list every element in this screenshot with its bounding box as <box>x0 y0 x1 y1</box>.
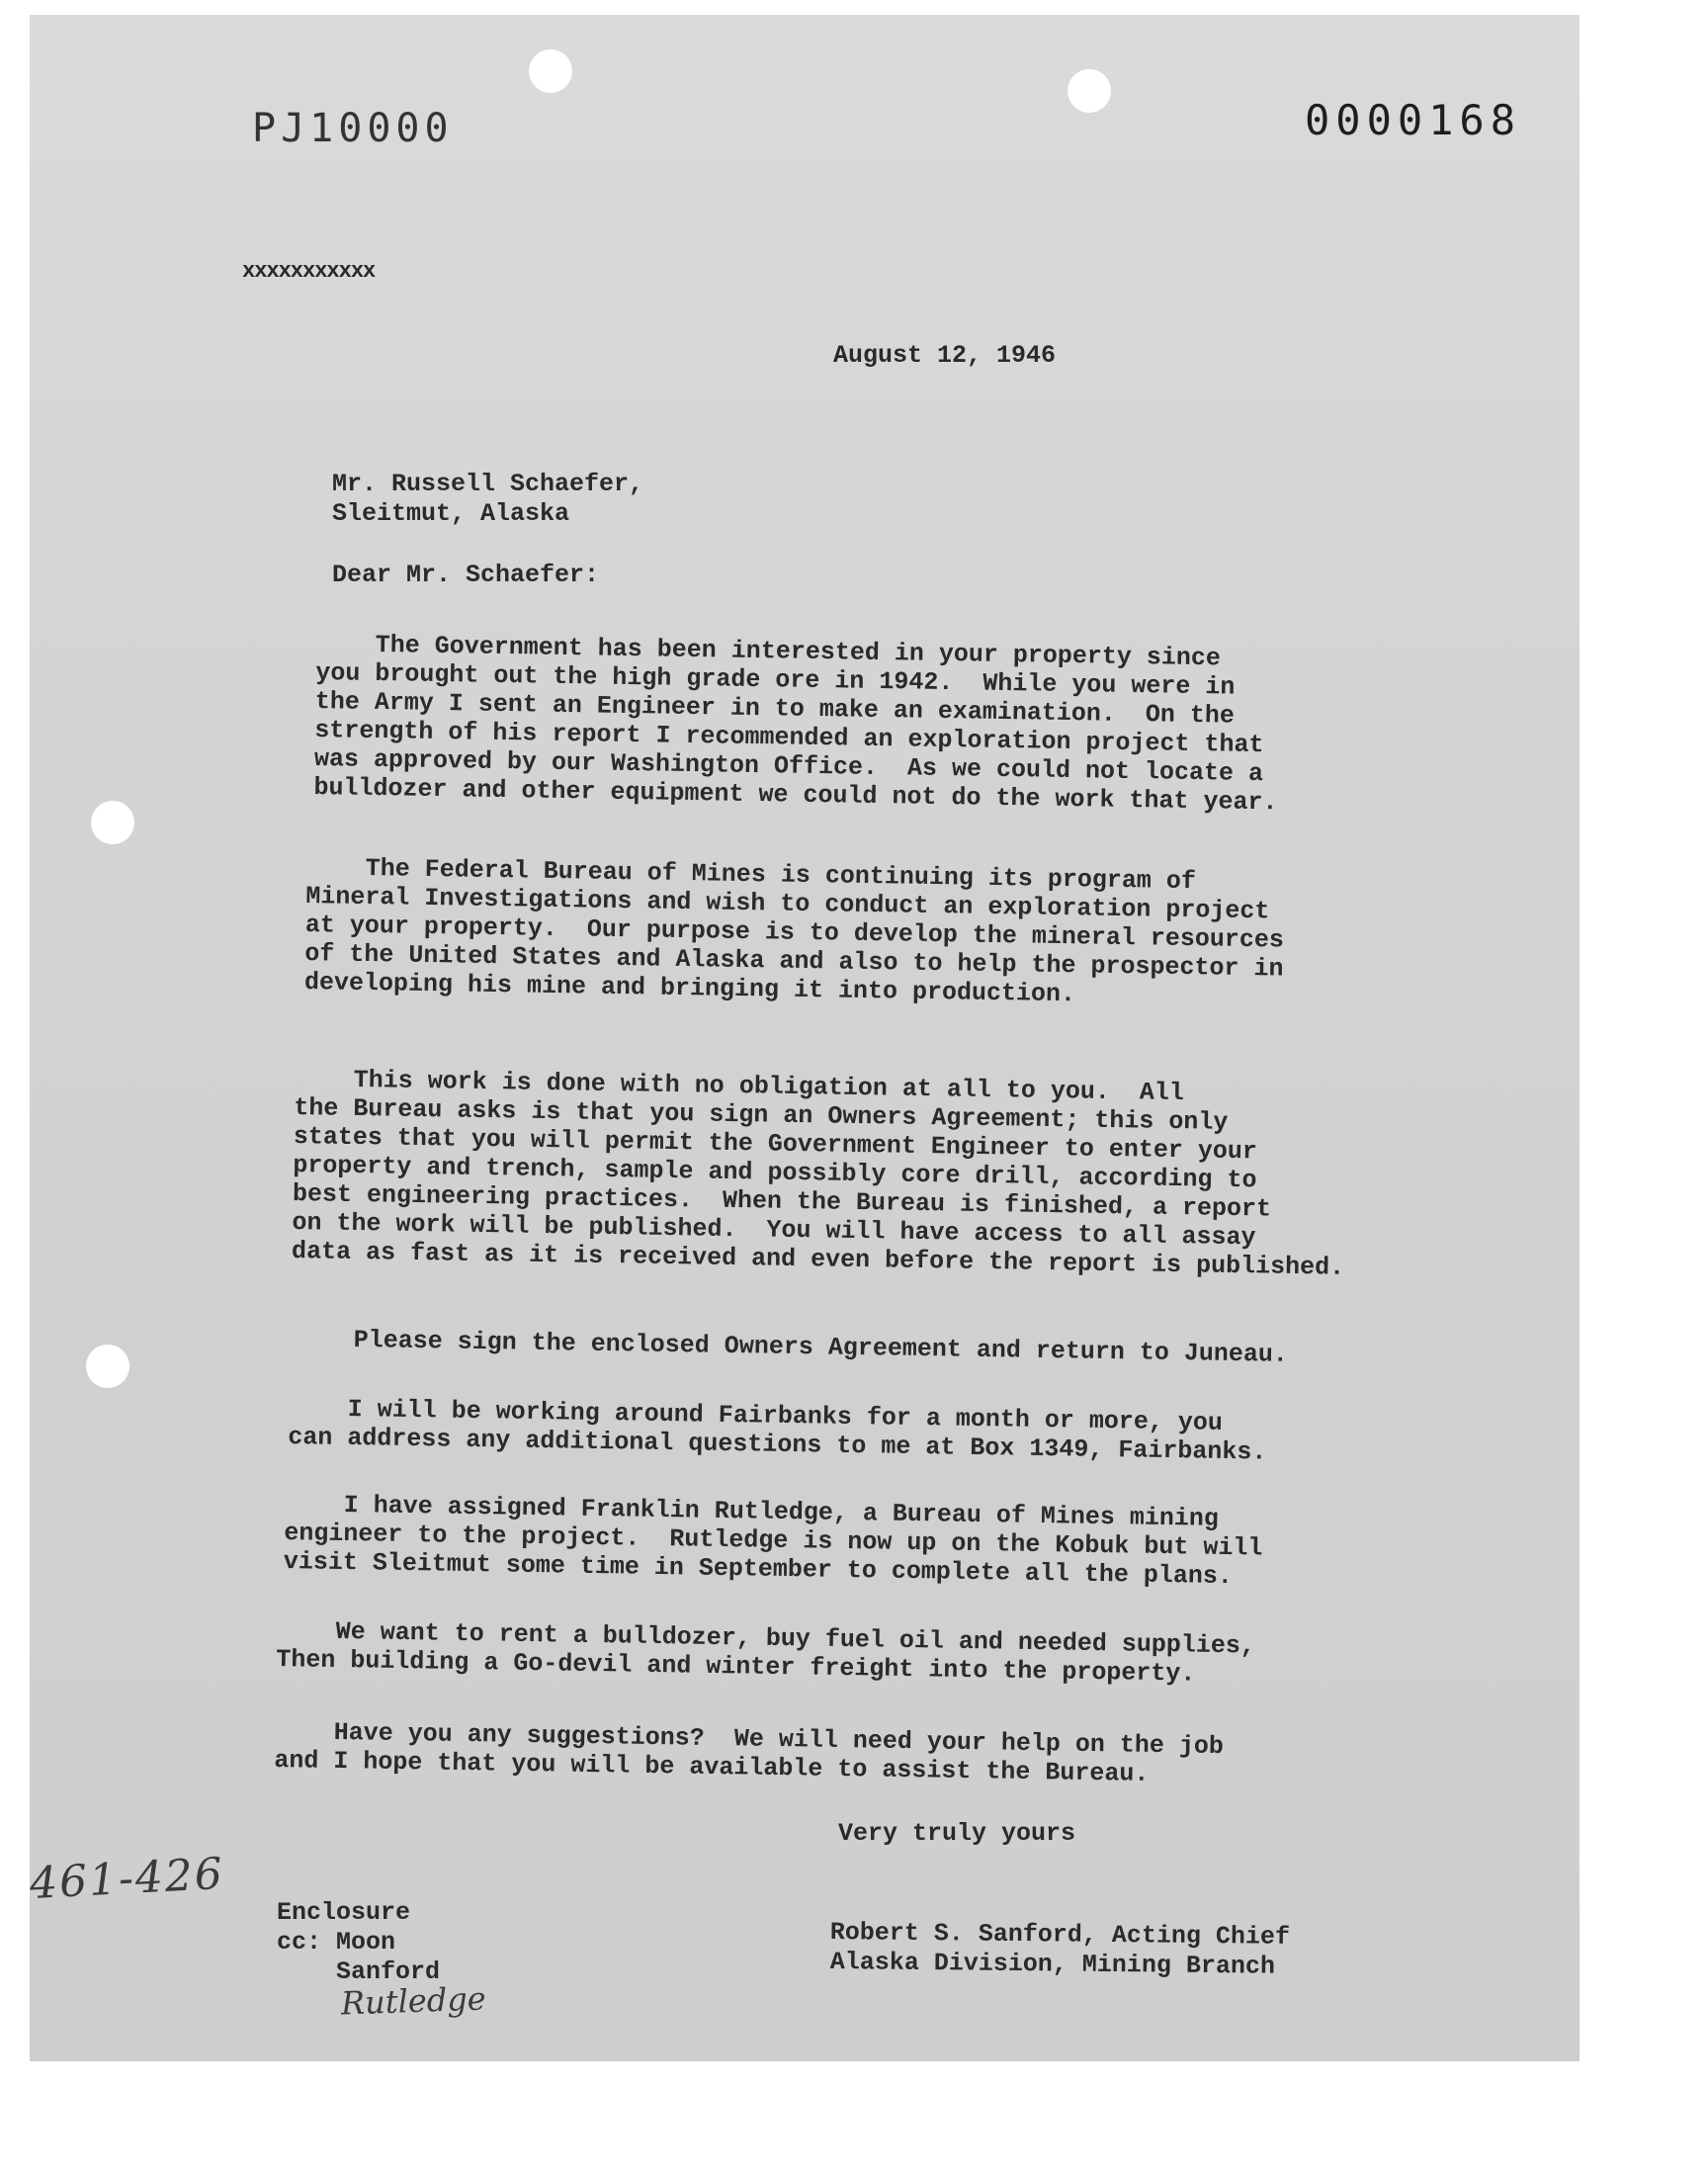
salutation: Dear Mr. Schaefer: <box>332 561 600 589</box>
paragraph: Have you any suggestions? We will need your help on the job and I hope that you will be available to assist the Bureau. <box>274 1717 1225 1788</box>
enclosure-note: Enclosure <box>277 1898 411 1927</box>
punch-hole <box>91 801 134 844</box>
cc-line: cc: Moon <box>277 1928 396 1957</box>
signer-division: Alaska Division, Mining Branch <box>829 1948 1276 1981</box>
closing: Very truly yours <box>838 1819 1076 1848</box>
addressee-name: Mr. Russell Schaefer, <box>332 470 644 498</box>
page-number-stamp: 0000168 <box>1305 96 1522 144</box>
handwritten-cc-name: Rutledge <box>340 1979 487 2023</box>
addressee-location: Sleitmut, Alaska <box>332 499 570 528</box>
file-code-stamp: PJ10000 <box>252 106 454 151</box>
paragraph: The Federal Bureau of Mines is continuing its program of Mineral Investigations and wish to conduct an exploration project at your property. Our purpose is to develop the mineral resources of the United States and Alaska and also to help the prospector in developing his mine and bringing it into production. <box>303 853 1285 1009</box>
cc-line: Sanford <box>277 1958 441 1986</box>
document-sheet <box>30 15 1580 2061</box>
paragraph: This work is done with no obligation at all to you. All the Bureau asks is that you sign an Owners Agreement; this only states that you will permit the Government Engineer to enter your property and trench, sample and possibly core drill, according to best engineering practices. When the Bureau is finished, a report on the work will be published. You will have access to all assay data as fast as it is received and even before the report is published. <box>291 1065 1345 1282</box>
punch-hole <box>529 49 572 93</box>
paragraph: The Government has been interested in your property since you brought out the high grade ore in 1942. While you were in the Army I sent an Engineer in to make an examination. On the strength of his report I recommended an exploration project that was approved by our Washington Office. As we could not locate a bulldozer and other equipment we could not do the work that year. <box>313 630 1278 818</box>
strikeout-line: xxxxxxxxxxx <box>242 259 376 284</box>
punch-hole <box>86 1345 129 1388</box>
paragraph: Please sign the enclosed Owners Agreement and return to Juneau. <box>294 1325 1289 1369</box>
paragraph: We want to rent a bulldozer, buy fuel oil and needed supplies, Then building a Go-devil and winter freight into the property. <box>276 1616 1256 1689</box>
handwritten-file-number: 461-426 <box>28 1848 226 1910</box>
letter-date: August 12, 1946 <box>833 341 1057 370</box>
signer-title: Robert S. Sanford, Acting Chief <box>829 1918 1291 1952</box>
punch-hole <box>1068 69 1111 113</box>
paragraph: I have assigned Franklin Rutledge, a Bureau of Mines mining engineer to the project. Rutledge is now up on the Kobuk but will visit Sleitmut some time in September to complete all the plans. <box>283 1490 1263 1592</box>
paragraph: I will be working around Fairbanks for a month or more, you can address any additional questions to me at Box 1349, Fairbanks. <box>288 1394 1267 1467</box>
